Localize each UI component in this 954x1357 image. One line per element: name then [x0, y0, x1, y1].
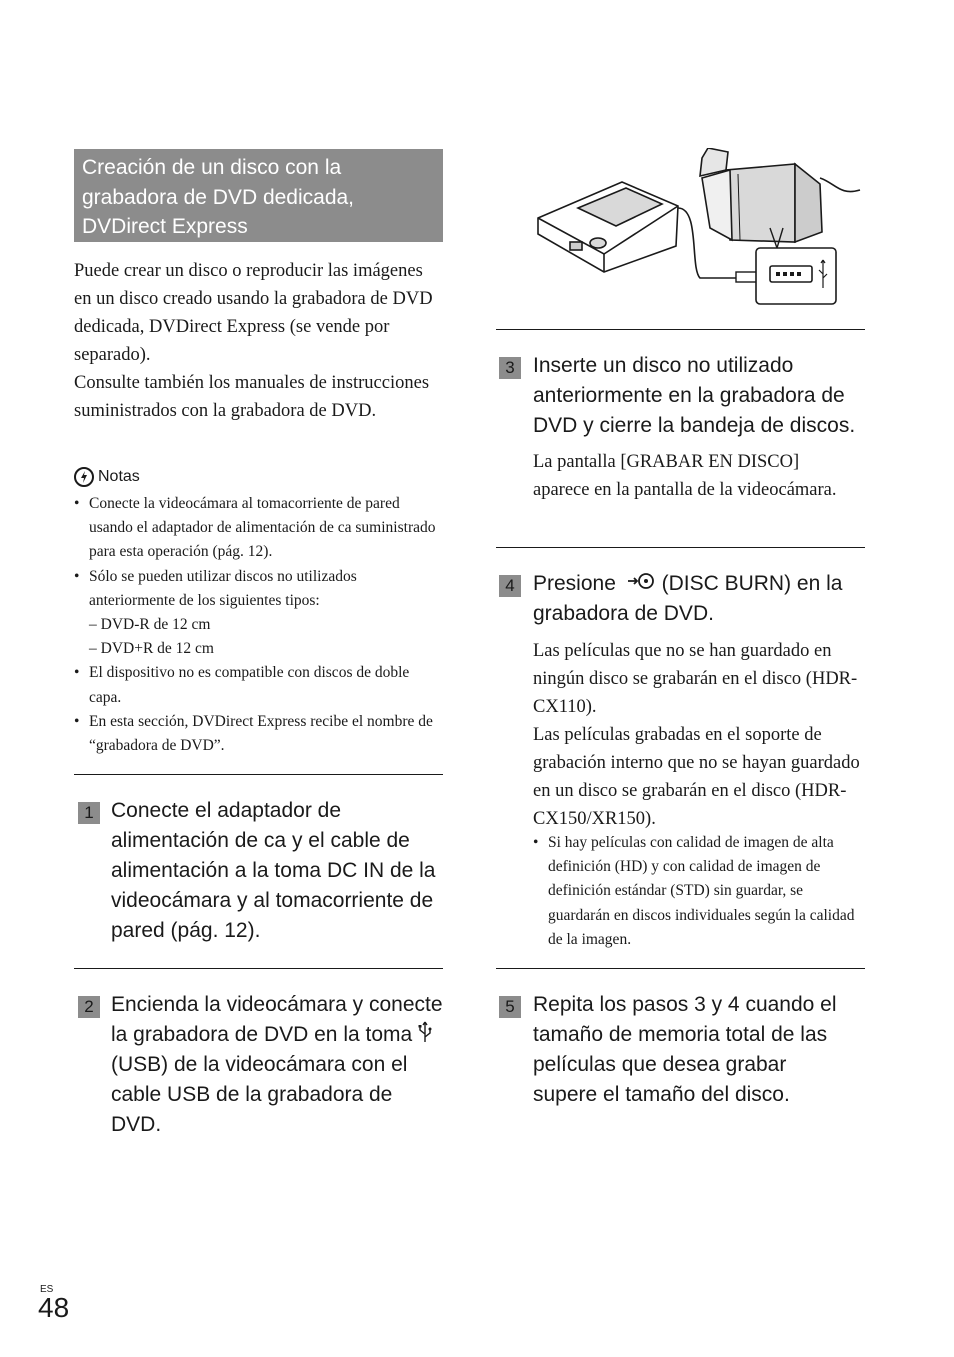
note-subitem: – DVD+R de 12 cm [89, 640, 214, 658]
note-subitem: – DVD-R de 12 cm [89, 616, 211, 634]
step-number-2: 2 [78, 996, 100, 1018]
step-4-title [533, 569, 853, 629]
notes-list [74, 492, 443, 758]
step-2-title [111, 990, 444, 1140]
step-3-body: La pantalla [GRABAR EN DISCO] aparece en la pantalla de la videocámara. [533, 452, 837, 500]
camcorder-icon [700, 148, 860, 242]
page-language: ES [40, 1284, 54, 1295]
step-1-title: Conecte el adaptador de alimentación de ca y el cable de alimentación a la toma DC IN de la videocámara y al tomacorriente de pared (pág. 12). [111, 799, 436, 942]
step-4-bullet: • Si hay películas con calidad de imagen de alta definición (HD) y con calidad de imagen de definición estándar (STD) sin guardar, se guardarán en discos individuales según la calidad de la imagen. [533, 831, 863, 952]
section-title: Creación de un disco con la grabadora de DVD dedicada, DVDirect Express [74, 149, 443, 242]
page-number: 48 [38, 1292, 70, 1323]
step-4-bullets [533, 831, 863, 952]
usb-icon [418, 1021, 432, 1043]
divider [496, 547, 865, 548]
step-5-title: Repita los pasos 3 y 4 cuando el tamaño de memoria total de las películas que desea grabar supere el tamaño del disco. [533, 993, 837, 1106]
step-4-body: Las películas que no se han guardado en ningún disco se grabarán en el disco (HDR-CX110). Las películas grabadas en el soporte de grabación interno que no se hayan guardado en un disco se grabarán en el disco (HDR-CX150/XR150). [533, 641, 860, 829]
divider [74, 774, 443, 775]
step-number-1: 1 [78, 802, 100, 824]
step-number-3: 3 [499, 357, 521, 379]
step-number-5: 5 [499, 996, 521, 1018]
divider [496, 329, 865, 330]
note-item: • Sólo se pueden utilizar discos no utilizados anteriormente de los siguientes tipos: [74, 565, 443, 613]
notes-heading [74, 467, 140, 487]
intro-text: Puede crear un disco o reproducir las imágenes en un disco creado usando la grabadora de DVD dedicada, DVDirect Express (se vende por separado). Consulte también los manuales de instrucciones suministrados con la grabadora de DVD. [74, 261, 433, 421]
divider [496, 968, 865, 969]
step-2-title-pre: Encienda la videocámara y conecte la grabadora de DVD en la toma [111, 993, 443, 1046]
note-item: • Conecte la videocámara al tomacorriente de pared usando el adaptador de alimentación de ca suministrado para esta operación (pág. 12). [74, 492, 443, 565]
note-item: • En esta sección, DVDirect Express recibe el nombre de “grabadora de DVD”. [74, 710, 443, 758]
step-4-title-post: (DISC BURN) en la grabadora de DVD. [533, 572, 843, 625]
step-number-4: 4 [499, 575, 521, 597]
disc-burn-icon [626, 570, 656, 592]
step-2-title-post: (USB) de la videocámara con el cable USB de la grabadora de DVD. [111, 1053, 408, 1136]
dvd-writer-icon [538, 182, 678, 272]
note-item: • El dispositivo no es compatible con discos de doble capa. [74, 661, 443, 709]
step-3-title: Inserte un disco no utilizado anteriormente en la grabadora de DVD y cierre la bandeja de discos. [533, 354, 856, 437]
notes-warning-icon [74, 467, 94, 487]
step-4-title-pre: Presione [533, 572, 616, 595]
divider [74, 968, 443, 969]
dvd-writer-connection-illustration [530, 148, 870, 313]
notes-label: Notas [98, 468, 140, 485]
